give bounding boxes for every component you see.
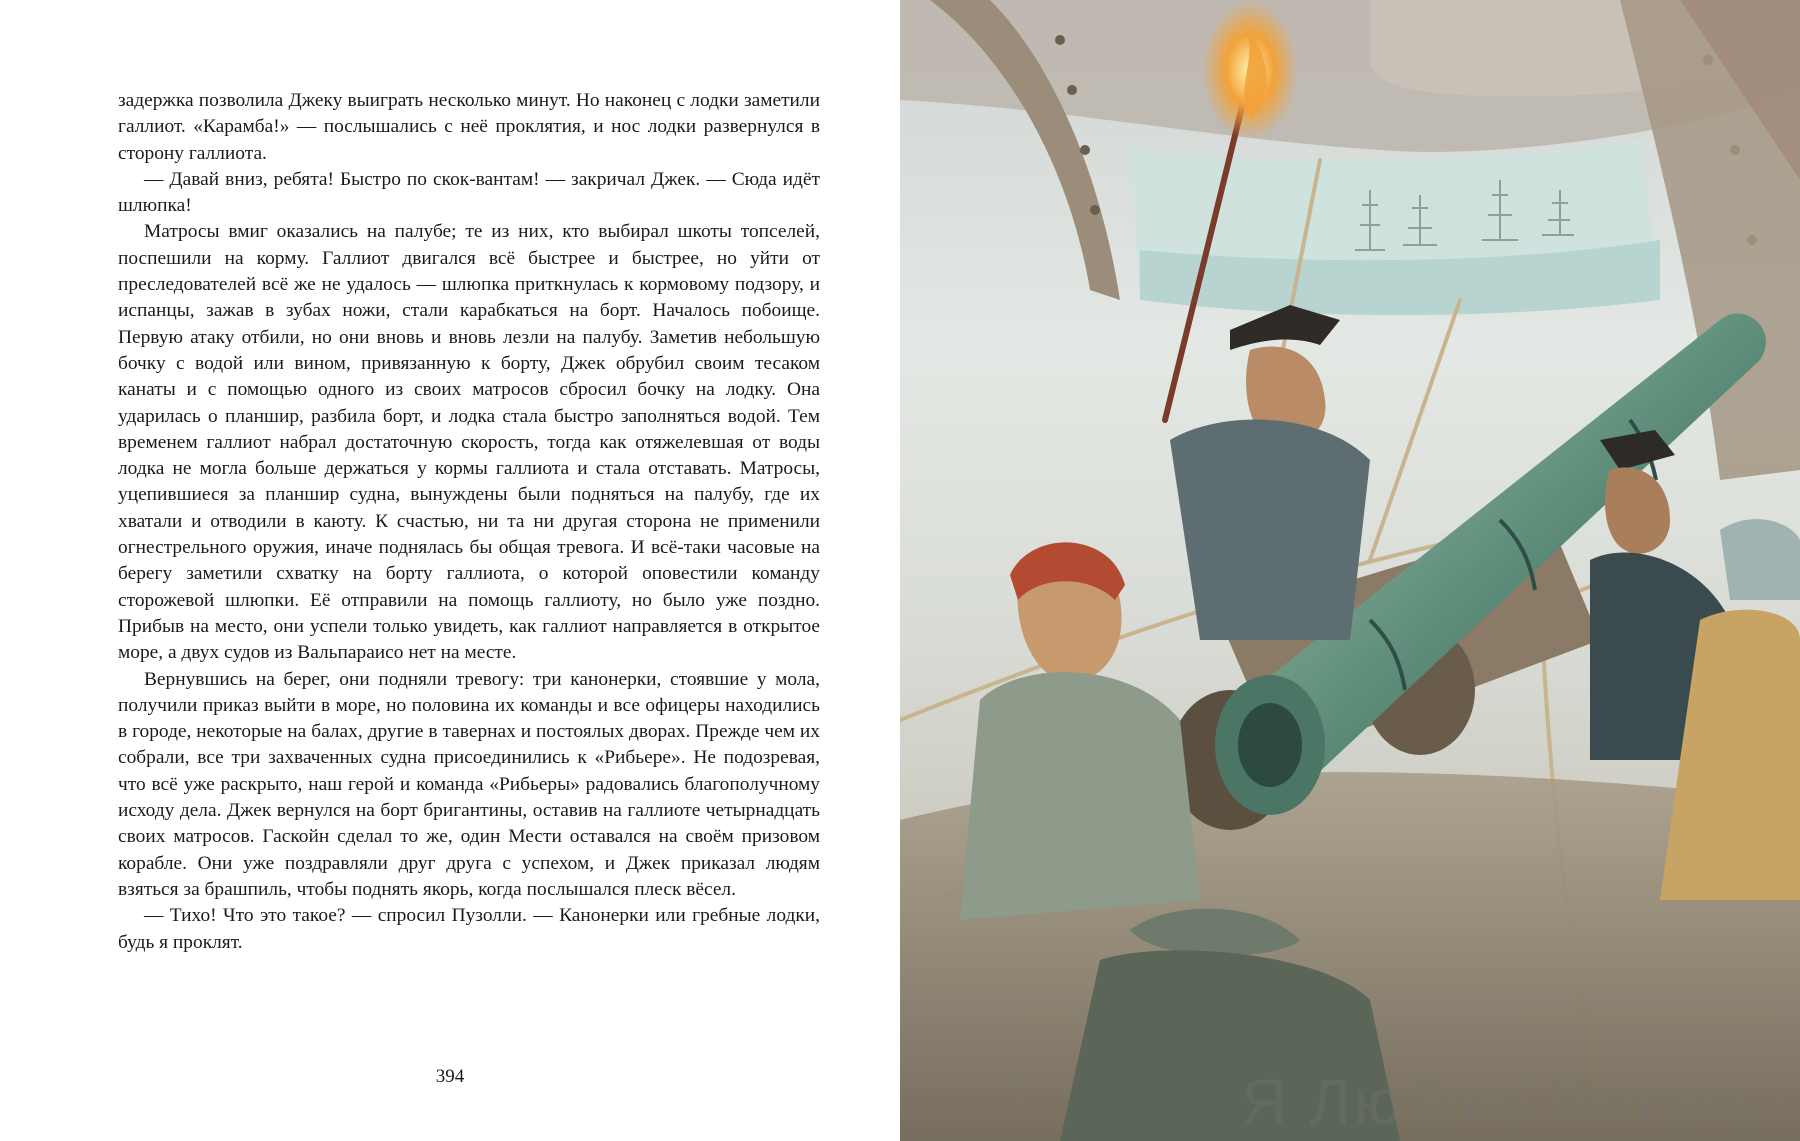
paragraph: Матросы вмиг оказались на палубе; те из них, кто выбирал шкоты топселей, поспешили на корму. Галлиот двигался всё быстрее и быстрее, но уйти от преследователей всё же не удалось — шлюпка приткнулась к кормовому подзору, и испанцы, зажав в зубах ножи, стали карабкаться на борт. Началось побоище. Первую атаку отбили, но они вновь и вновь лезли на палубу. Заметив небольшую бочку с водой или вином, привязанную к борту, Джек обрубил своим тесаком канаты и с помощью одного из своих матросов сбросил бочку на лодку. Она ударилась о планшир, разбила борт, и лодка стала быстро заполняться водой. Тем временем галлиот набрал достаточную скорость, тогда как отяжелевшая от воды лодка не могла больше держаться у кормы галлиота и стала отставать. Матросы, уцепившиеся за планшир судна, вынуждены были подняться на палубу, где их хватали и отводили в каюту. К счастью, ни та ни другая сторона не применили огнестрельного оружия, иначе поднялась бы общая тревога. И всё-таки часовые на берегу заметили схватку на борту галлиота, о которой оповестили команду сторожевой шлюпки. Её отправили на помощь галлиоту, но было уже поздно. Прибыв на место, они успели только увидеть, как галлиот направляется в открытое море, а двух судов из Вальпараисо нет на месте. [118,221,820,664]
body-text [118,88,820,956]
watermark-text: Я Люблю Читать [1241,1066,1764,1138]
paragraph: Вернувшись на берег, они подняли тревогу: три канонерки, стоявшие у мола, получили приказ выйти в море, но половина их команды и все офицеры находились в городе, некоторые на балах, другие в тавернах и постоялых дворах. Прежде чем их собрали, все три захваченных судна присоединились к «Рибьере». Не подозревая, что всё уже раскрыто, наш герой и команда «Рибьеры» радовались благополучному исходу дела. Джек вернулся на борт бригантины, оставив на галлиоте четырнадцать своих матросов. Гаскойн сделал то же, один Мести оставался на своём призовом корабле. Они уже поздравляли друг друга с успехом, и Джек приказал людям взяться за брашпиль, чтобы поднять якорь, когда послышался плеск вёсел. [118,668,820,900]
paragraph: задержка позволила Джеку выиграть несколько минут. Но наконец с лодки заметили галлиот. «Карамба!» — послышались с неё проклятия, и нос лодки развернулся в сторону галлиота. [118,90,820,164]
illustration-painting [900,0,1800,1141]
paragraph: — Тихо! Что это такое? — спросил Пузолли. — Канонерки или гребные лодки, будь я проклят. [118,905,820,953]
page-number: 394 [435,1066,465,1087]
paragraph: — Давай вниз, ребята! Быстро по скок-вантам! — закричал Джек. — Сюда идёт шлюпка! [118,168,820,217]
illustration-ship-deck-cannon [900,0,1800,1141]
